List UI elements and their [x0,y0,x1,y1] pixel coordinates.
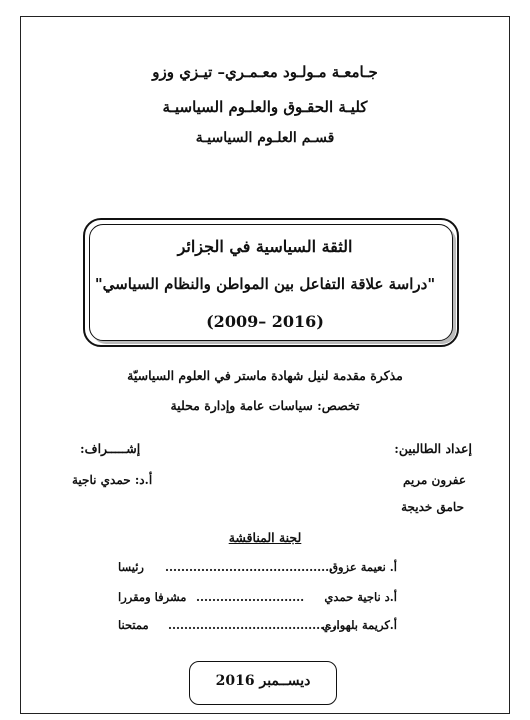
memo-specialty: تخصص: سياسات عامة وإدارة محلية [170,398,360,413]
department-name: قسـم العلـوم السياسيـة [195,130,335,146]
committee-title: لجنة المناقشة [228,530,302,545]
committee-dots: ........................................... [168,618,341,632]
thesis-subtitle: "دراسة علاقة التفاعل بين المواطن والنظام السياسي" [94,275,436,293]
students-label: إعداد الطالبين: [394,441,472,456]
committee-member-name: أ. نعيمة عزوق [329,560,397,574]
memo-description: مذكرة مقدمة لنيل شهادة ماستر في العلوم السياسيّة [127,368,403,383]
committee-dots: .......................................... [165,560,334,574]
committee-member-role: مشرفا ومقررا [118,590,187,604]
committee-member-name: أ.كريمة بلهواري [321,618,397,632]
committee-member-role: رئيسا [118,560,144,574]
defense-date: ديســمبر 2016 [215,673,311,689]
supervisor-label: إشـــــراف: [80,441,141,456]
page-border [20,16,510,714]
supervisor-name: أ.د: حمدي ناجية [72,473,153,487]
committee-dots: ........................... [196,590,305,604]
committee-member-name: أ.د ناجية حمدي [324,590,397,604]
student-name-1: عفرون مريم [402,473,466,487]
faculty-name: كليـة الحقـوق والعلـوم السياسيـة [162,98,368,116]
student-name-2: حامق خديجة [401,500,464,514]
thesis-period: (2009– 2016) [206,312,324,331]
committee-member-role: ممتحنا [118,618,149,632]
thesis-title: الثقة السياسية في الجزائر [177,237,353,256]
university-name: جـامعـة مـولـود معـمـري– تيـزي وزو [152,63,378,81]
